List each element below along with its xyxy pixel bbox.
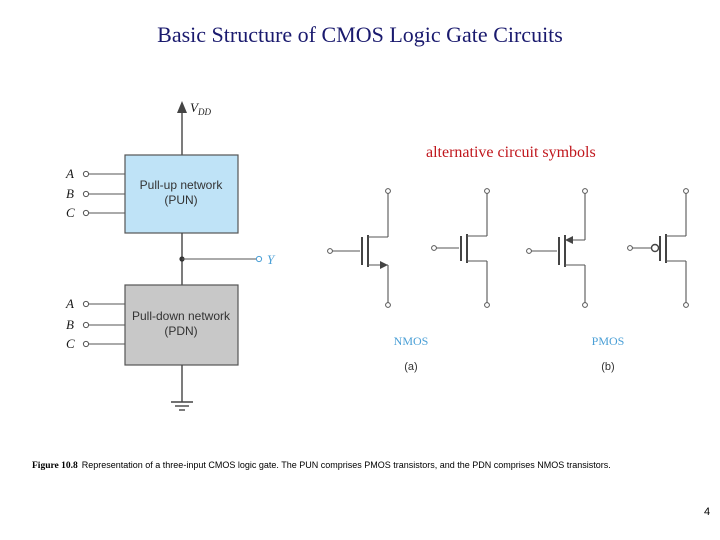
pun-inputs (65, 166, 125, 220)
output-label: Y (267, 252, 275, 267)
pmos-sub-label: (b) (601, 361, 615, 373)
ground-icon (171, 365, 193, 410)
slide-title: Basic Structure of CMOS Logic Gate Circuits (157, 22, 563, 47)
pmos-symbol-bubble-icon (628, 189, 689, 308)
pdn-label-line2: (PDN) (164, 324, 198, 338)
nmos-symbol-plain-icon (432, 189, 490, 308)
vdd-label: $V_{DD}$ (190, 100, 211, 117)
figure-caption-text: Representation of a three-input CMOS logic gate. The PUN comprises PMOS transistors, and the PDN comprises NMOS transistors. (81, 460, 611, 470)
pun-label-line1: Pull-up network (139, 178, 223, 192)
figure-number: Figure 10.8 (32, 461, 78, 471)
pun-input-a: A (66, 166, 74, 181)
pdn-inputs (65, 296, 125, 351)
pdn-input-c: C (66, 336, 75, 351)
pun-label-line2: (PUN) (164, 193, 198, 207)
pmos-symbol-arrow-icon (527, 189, 588, 308)
nmos-symbol-arrow-icon (328, 189, 391, 308)
pull-down-network (125, 285, 238, 365)
pun-input-b: B (66, 186, 74, 201)
pdn-label-line1: Pull-down network (131, 309, 231, 323)
page-number: 4 (704, 506, 711, 518)
output-node (179, 233, 276, 285)
nmos-label: NMOS (393, 334, 429, 348)
vdd-supply (177, 100, 211, 155)
nmos-sub-label: (a) (404, 361, 418, 373)
pun-input-c: C (66, 205, 75, 220)
alternative-symbols-label: alternative circuit symbols (426, 144, 596, 161)
pdn-input-a: A (66, 296, 74, 311)
pdn-input-b: B (66, 317, 74, 332)
pmos-label: PMOS (591, 334, 625, 348)
pull-up-network (125, 155, 238, 233)
figure-caption (32, 460, 611, 471)
